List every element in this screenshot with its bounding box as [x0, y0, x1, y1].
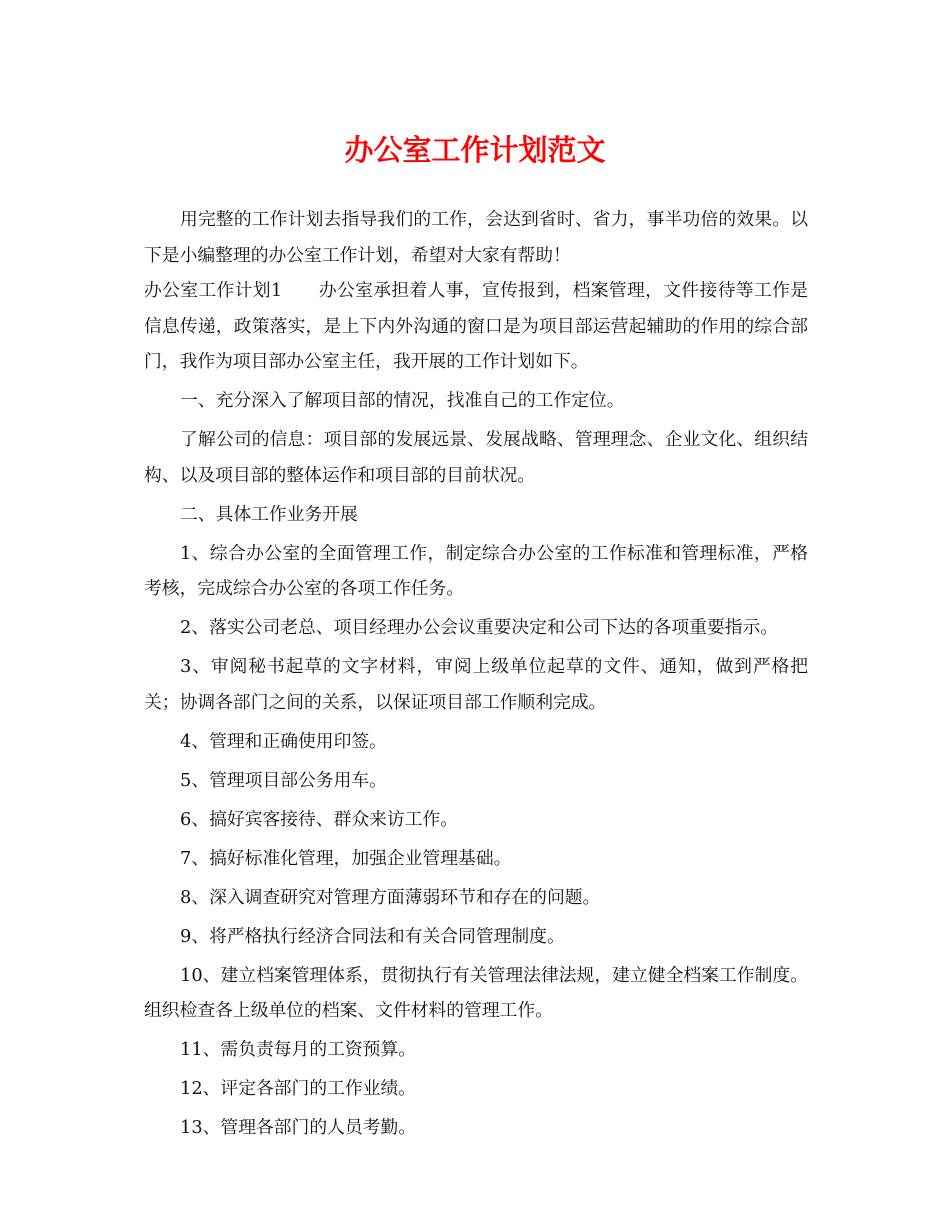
document-title: 办公室工作计划范文	[344, 133, 606, 167]
item-12: 12、评定各部门的工作业绩。	[180, 1078, 417, 1099]
item-7: 7、搞好标准化管理，加强企业管理基础。	[180, 847, 512, 869]
item-10: 10、建立档案管理体系，贯彻执行有关管理法律法规，建立健全档案工作制度。组织检查各上级单位的档案、文件材料的管理工作。	[144, 964, 808, 1021]
item-13: 13、管理各部门的人员考勤。	[180, 1117, 417, 1138]
intro-paragraph: 用完整的工作计划去指导我们的工作，会达到省时、省力，事半功倍的效果。以下是小编整理的办公室工作计划，希望对大家有帮助！	[144, 209, 808, 266]
item-9: 9、将严格执行经济合同法和有关合同管理制度。	[180, 925, 565, 947]
item-3: 3、审阅秘书起草的文字材料，审阅上级单位起草的文件、通知，做到严格把关；协调各部门之间的关系，以保证项目部工作顺利完成。	[144, 656, 808, 713]
section-2-heading: 二、具体工作业务开展	[180, 503, 358, 525]
section-1-heading: 一、充分深入了解项目部的情况，找准自己的工作定位。	[180, 390, 625, 411]
item-5: 5、管理项目部公务用车。	[180, 769, 387, 791]
plan-1-paragraph: 办公室工作计划1 办公室承担着人事，宣传报到，档案管理，文件接待等工作是信息传递，政策落实，是上下内外沟通的窗口是为项目部运营起辅助的作用的综合部门，我作为项目部办公室主任，我开展的工作计划如下。	[144, 280, 808, 372]
item-6: 6、搞好宾客接待、群众来访工作。	[180, 808, 459, 830]
document-body	[144, 202, 808, 1146]
company-info-paragraph: 了解公司的信息：项目部的发展远景、发展战略、管理理念、企业文化、组织结构、以及项目部的整体运作和项目部的目前状况。	[144, 429, 808, 486]
item-4: 4、管理和正确使用印签。	[180, 730, 387, 752]
item-11: 11、需负责每月的工资预算。	[180, 1039, 417, 1060]
item-8: 8、深入调查研究对管理方面薄弱环节和存在的问题。	[180, 886, 601, 908]
item-1: 1、综合办公室的全面管理工作，制定综合办公室的工作标准和管理标准，严格考核，完成综合办公室的各项工作任务。	[144, 542, 808, 599]
item-2: 2、落实公司老总、项目经理办公会议重要决定和公司下达的各项重要指示。	[180, 617, 779, 638]
